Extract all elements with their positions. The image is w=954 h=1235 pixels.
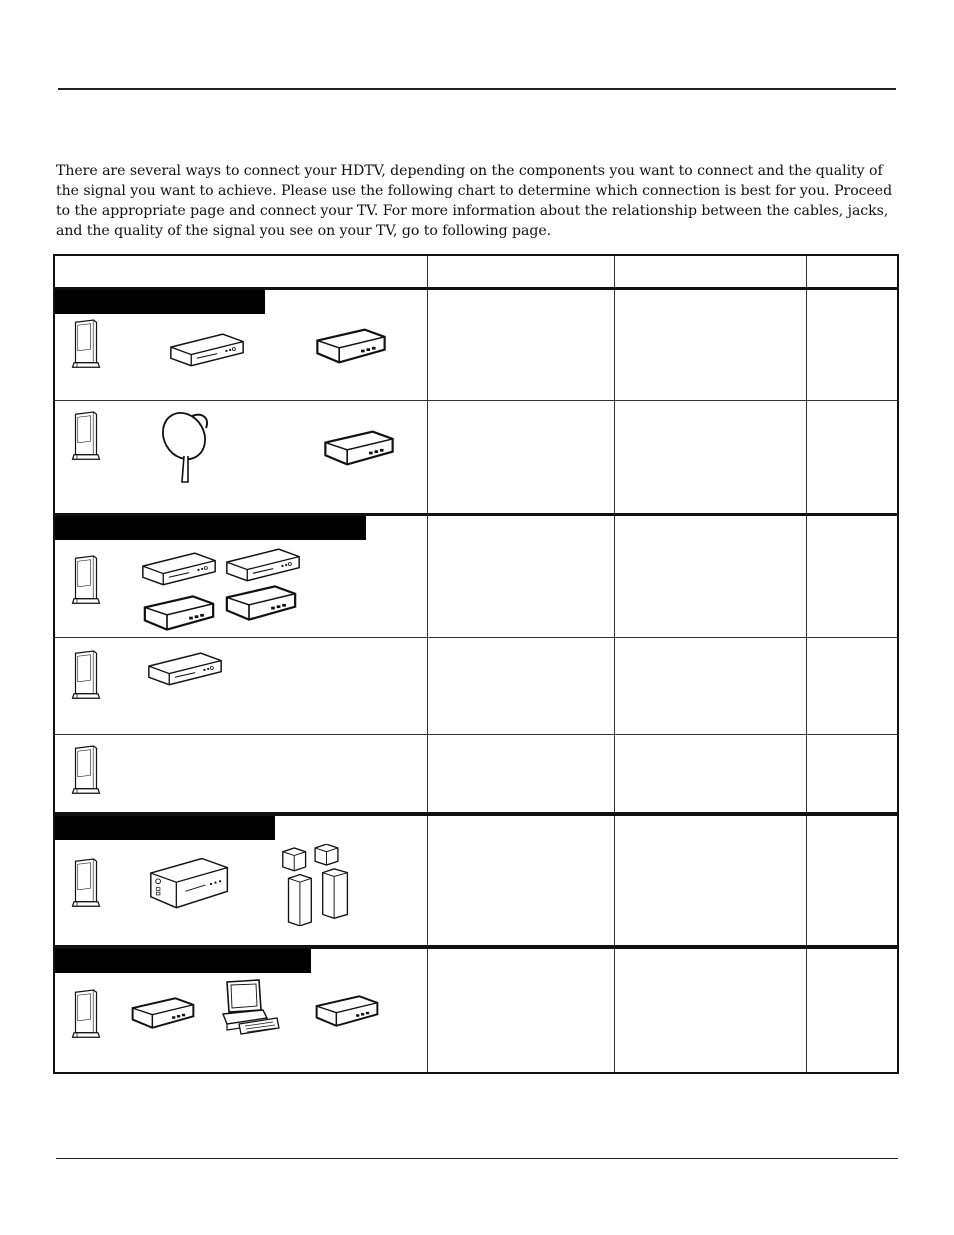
row-divider [55, 734, 897, 735]
tv-icon [71, 318, 101, 370]
set-top-box-icon [321, 428, 397, 468]
section-bar [55, 816, 275, 840]
tv-icon [71, 984, 101, 1044]
tv-icon [71, 740, 101, 800]
column-divider [806, 256, 807, 1072]
dvd-player-icon [143, 592, 215, 634]
tv-icon [71, 852, 101, 914]
speakers-icon [279, 844, 355, 926]
tv-icon [71, 552, 101, 608]
dvd-player-icon [131, 994, 195, 1032]
vcr-icon [141, 548, 217, 588]
dvd-player-icon [315, 992, 379, 1030]
column-divider [614, 256, 615, 1072]
tv-icon [71, 406, 101, 466]
bottom-rule [56, 1158, 898, 1159]
section-bar [55, 290, 265, 314]
computer-icon [219, 978, 281, 1038]
connection-chart [53, 254, 899, 1074]
set-top-box-icon [313, 326, 389, 366]
intro-paragraph: There are several ways to connect your HDTV, depending on the components you want to connect and the quality of the signal you want to achieve. Please use the following chart to determine which connection is best for you. Proceed to the appropriate page and connect your TV. For more information about the relationship between the cables, jacks, and the quality of the signal you see on your TV, go to following page. [56, 163, 893, 239]
audio-receiver-icon [149, 856, 231, 912]
tv-icon [71, 646, 101, 704]
row-divider [55, 637, 897, 638]
satellite-dish-icon [157, 408, 219, 488]
set-top-box-icon [169, 330, 245, 368]
dvd-player-icon [225, 582, 297, 624]
chart-header-row [55, 256, 897, 287]
vcr-icon [225, 544, 301, 584]
vcr-icon [147, 648, 223, 688]
row-divider [55, 400, 897, 401]
top-rule [58, 88, 896, 90]
section-bar [55, 516, 366, 540]
section-bar [55, 949, 311, 973]
column-divider [427, 256, 428, 1072]
